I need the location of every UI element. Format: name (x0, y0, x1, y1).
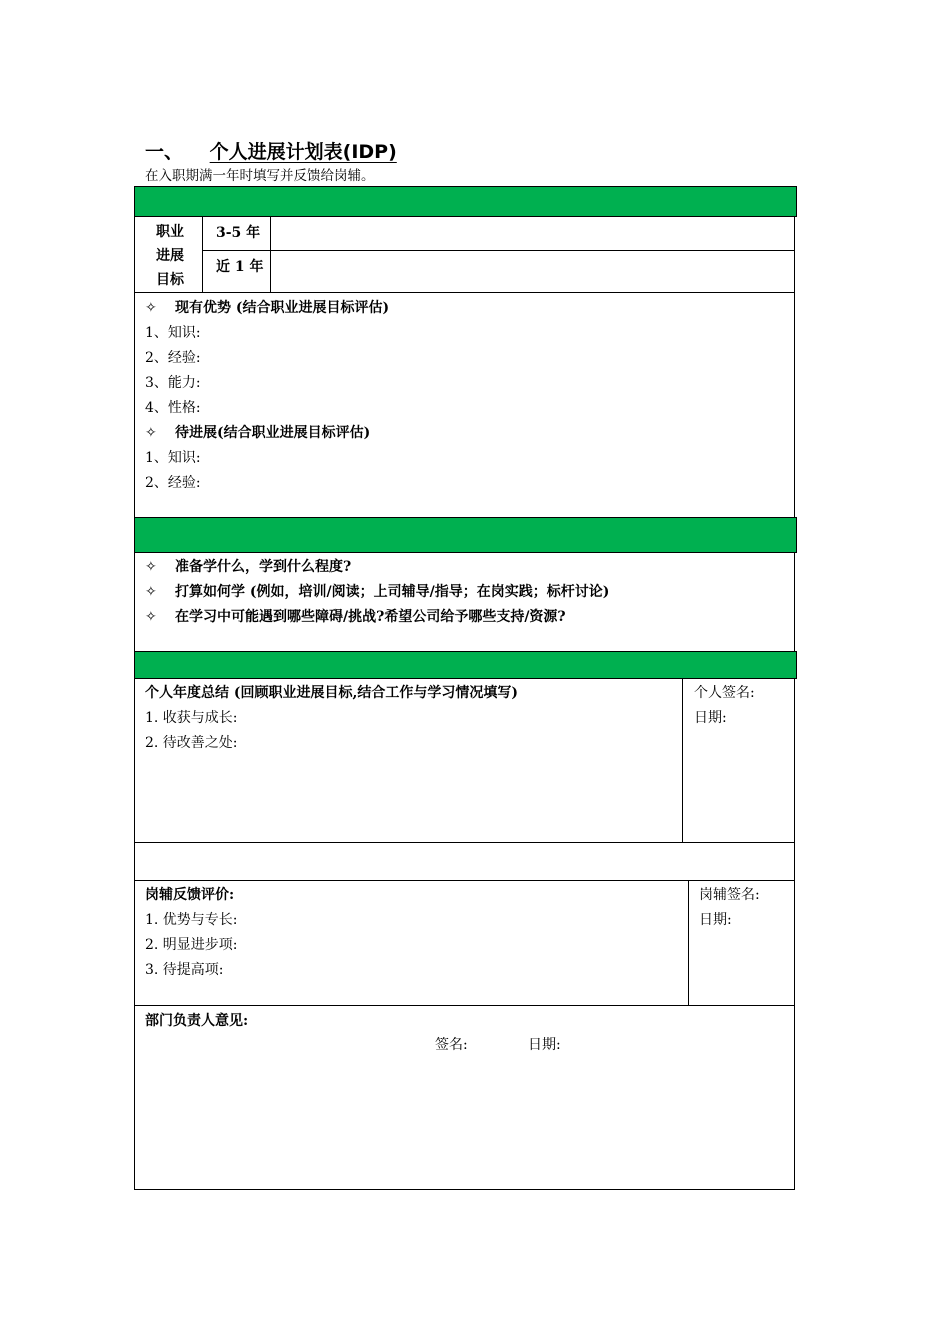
mentor-heading: 岗辅反馈评价: (145, 887, 235, 903)
empty-row (134, 842, 795, 881)
long-term-label: 3-5 年 (216, 225, 261, 241)
improve-item: 1、知识: (145, 450, 201, 466)
learning-item: ✧ 准备学什么，学到什么程度? (145, 559, 352, 575)
summary-heading: 个人年度总结 (回顾职业进展目标,结合工作与学习情况填写) (145, 685, 518, 701)
dept-signature-label: 签名: (435, 1037, 468, 1053)
diamond-star-icon: ✧ (145, 425, 157, 441)
strength-item: 2、经验: (145, 350, 201, 366)
short-term-label: 近 1 年 (216, 259, 264, 275)
page-heading (145, 137, 403, 164)
section-bar-learning (134, 517, 797, 553)
dept-heading: 部门负责人意见: (145, 1013, 249, 1029)
mentor-item: 2. 明显进步项: (145, 937, 238, 953)
heading-number: 一、 (145, 141, 184, 163)
department-opinion-section (134, 1005, 795, 1190)
improve-item: 2、经验: (145, 475, 201, 491)
annual-summary-section (134, 678, 795, 843)
personal-signature-label: 个人签名: (694, 685, 755, 701)
diamond-star-icon: ✧ (145, 300, 157, 316)
personal-date-label: 日期: (694, 710, 727, 726)
career-goal-label: 职业 进展 目标 (156, 224, 184, 288)
mentor-item: 1. 优势与专长: (145, 912, 238, 928)
strengths-heading: ✧ 现有优势 (结合职业进展目标评估) (145, 300, 390, 316)
page-title: 个人进展计划表(IDP) (209, 141, 397, 163)
short-term-input[interactable] (280, 256, 780, 280)
summary-item: 2. 待改善之处: (145, 735, 238, 751)
career-goals-table (134, 216, 795, 293)
section-bar-goals (134, 186, 797, 217)
section-bar-summary (134, 651, 797, 679)
instruction-note: 在入职期满一年时填写并反馈给岗辅。 (145, 168, 375, 184)
improve-heading: ✧ 待进展(结合职业进展目标评估) (145, 425, 371, 441)
long-term-input[interactable] (280, 222, 780, 246)
mentor-date-label: 日期: (699, 912, 732, 928)
assessment-section (134, 292, 795, 518)
dept-date-label: 日期: (528, 1037, 561, 1053)
strength-item: 3、能力: (145, 375, 201, 391)
diamond-star-icon: ✧ (145, 584, 157, 600)
diamond-star-icon: ✧ (145, 609, 157, 625)
mentor-feedback-section (134, 880, 795, 1006)
learning-plan-section (134, 552, 795, 652)
strength-item: 4、性格: (145, 400, 201, 416)
summary-item: 1. 收获与成长: (145, 710, 238, 726)
learning-item: ✧ 打算如何学 (例如，培训/阅读；上司辅导/指导；在岗实践；标杆讨论) (145, 584, 610, 600)
mentor-signature-label: 岗辅签名: (699, 887, 760, 903)
learning-item: ✧ 在学习中可能遇到哪些障碍/挑战?希望公司给予哪些支持/资源? (145, 609, 566, 625)
diamond-star-icon: ✧ (145, 559, 157, 575)
mentor-item: 3. 待提高项: (145, 962, 224, 978)
strength-item: 1、知识: (145, 325, 201, 341)
